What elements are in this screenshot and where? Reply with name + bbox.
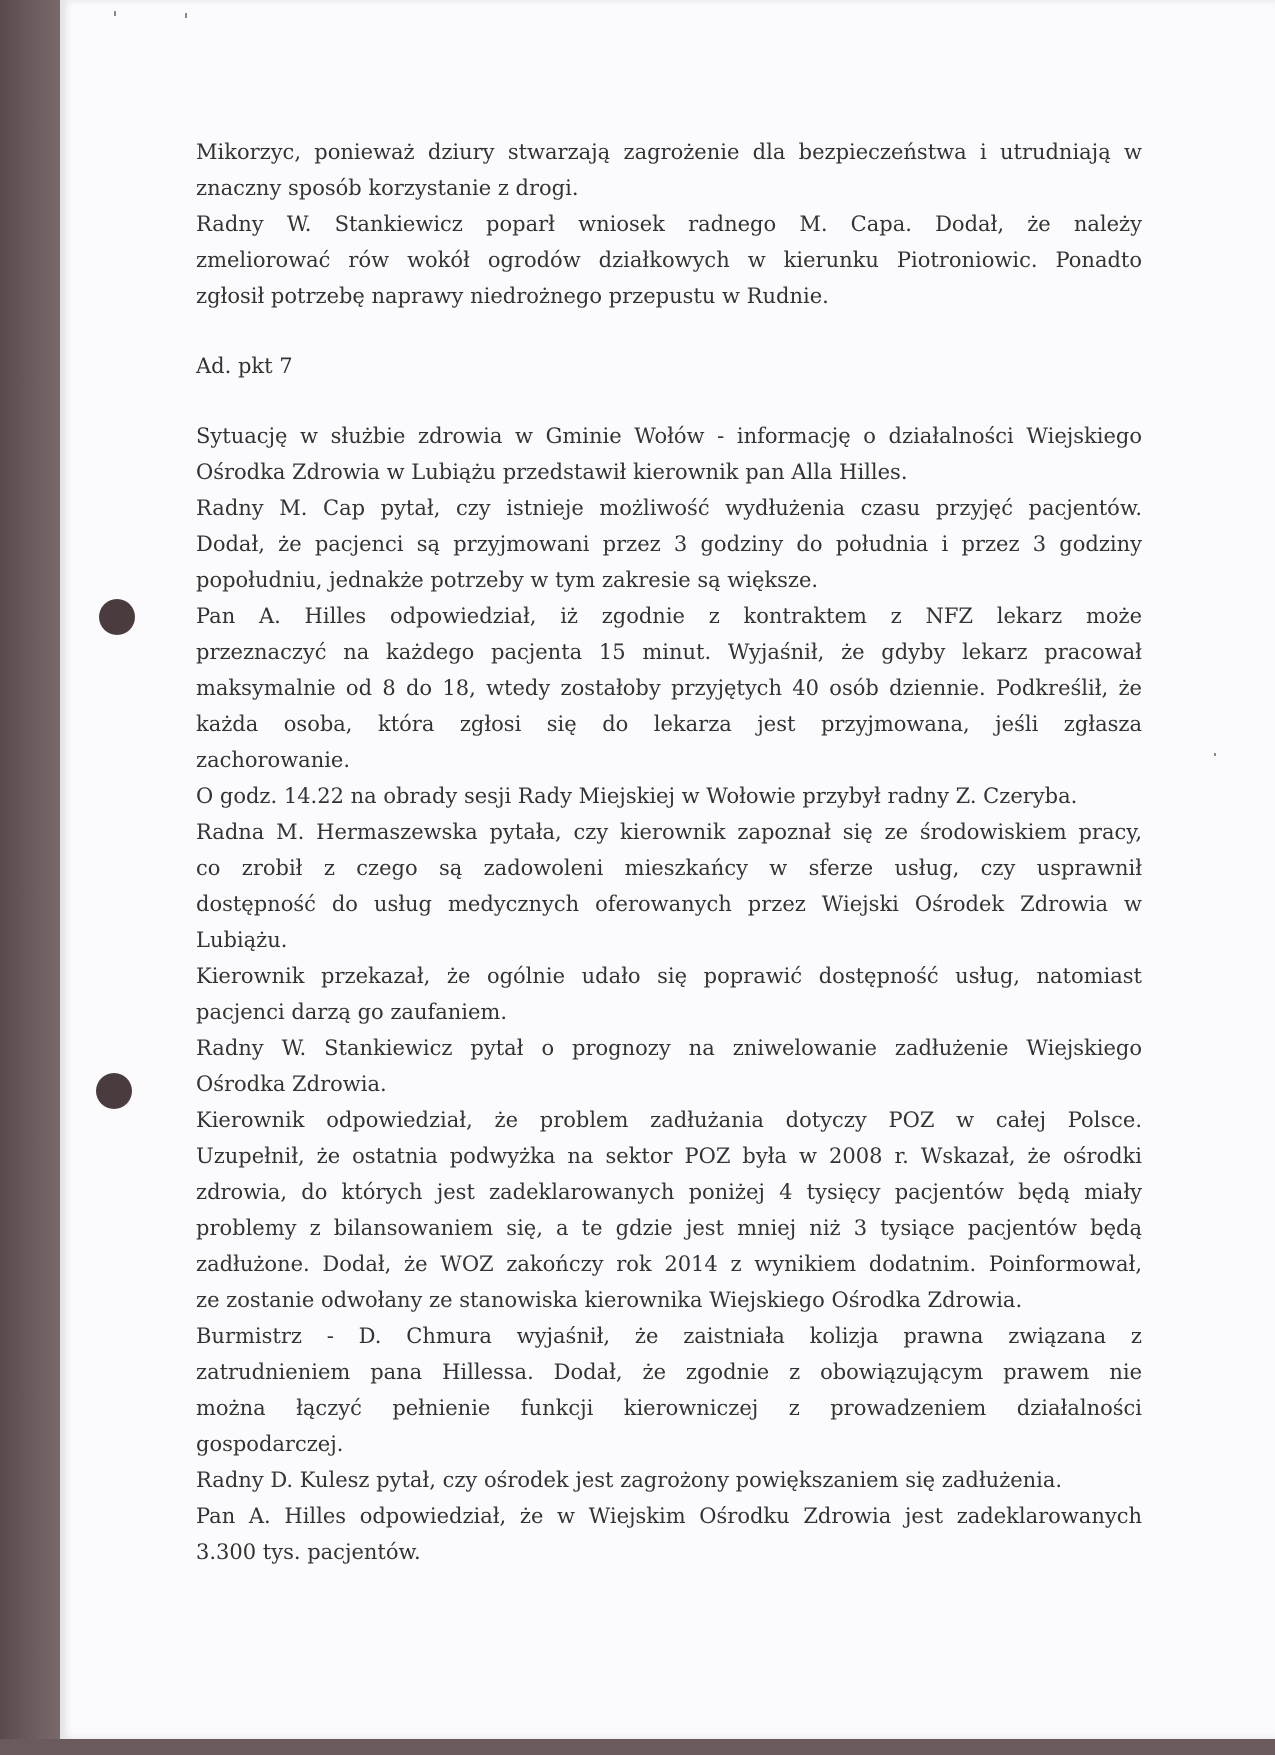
- scan-speck: [1214, 753, 1216, 756]
- text-line: Ośrodka Zdrowia w Lubiążu przedstawił kierownik pan Alla Hilles.: [196, 460, 908, 484]
- text-line: O godz. 14.22 na obrady sesji Rady Miejskiej w Wołowie przybył radny Z. Czeryba.: [196, 784, 1078, 808]
- text-line: co zrobił z czego są zadowoleni mieszkańcy w sferze usług, czy usprawnił: [196, 856, 1142, 880]
- text-line: ze zostanie odwołany ze stanowiska kierownika Wiejskiego Ośrodka Zdrowia.: [196, 1288, 1023, 1312]
- text-line: zatrudnieniem pana Hillessa. Dodał, że zgodnie z obowiązującym prawem nie: [196, 1360, 1142, 1384]
- scan-left-edge: [0, 0, 62, 1755]
- section-heading: Ad. pkt 7: [196, 354, 293, 378]
- paragraph-1: [196, 134, 1142, 314]
- text-line: zgłosił potrzebę naprawy niedrożnego przepustu w Rudnie.: [196, 284, 829, 308]
- text-line: maksymalnie od 8 do 18, wtedy zostałoby przyjętych 40 osób dziennie. Podkreślił, że: [196, 676, 1142, 700]
- text-line: zadłużone. Dodał, że WOZ zakończy rok 2014 z wynikiem dodatnim. Poinformował,: [196, 1252, 1142, 1276]
- text-line: Radny M. Cap pytał, czy istnieje możliwość wydłużenia czasu przyjęć pacjentów.: [196, 496, 1142, 520]
- scan-speck: [114, 11, 116, 16]
- text-line: zdrowia, do których jest zadeklarowanych poniżej 4 tysięcy pacjentów będą miały: [196, 1180, 1142, 1204]
- text-line: popołudniu, jednakże potrzeby w tym zakresie są większe.: [196, 568, 819, 592]
- text-line: Radny D. Kulesz pytał, czy ośrodek jest zagrożony powiększaniem się zadłużenia.: [196, 1468, 1063, 1492]
- text-line: 3.300 tys. pacjentów.: [196, 1540, 421, 1564]
- text-line: zachorowanie.: [196, 748, 351, 772]
- text-line: można łączyć pełnienie funkcji kierowniczej z prowadzeniem działalności: [196, 1396, 1142, 1420]
- text-line: Mikorzyc, ponieważ dziury stwarzają zagrożenie dla bezpieczeństwa i utrudniają w: [196, 140, 1142, 164]
- text-line: każda osoba, która zgłosi się do lekarza jest przyjmowana, jeśli zgłasza: [196, 712, 1142, 736]
- text-line: Sytuację w służbie zdrowia w Gminie Wołów - informację o działalności Wiejskiego: [196, 424, 1142, 448]
- text-line: Burmistrz - D. Chmura wyjaśnił, że zaistniała kolizja prawna związana z: [196, 1324, 1142, 1348]
- text-line: pacjenci darzą go zaufaniem.: [196, 1000, 508, 1024]
- scan-speck: [185, 13, 187, 18]
- text-line: Kierownik przekazał, że ogólnie udało się poprawić dostępność usług, natomiast: [196, 964, 1142, 988]
- text-line: Pan A. Hilles odpowiedział, iż zgodnie z kontraktem z NFZ lekarz może: [196, 604, 1142, 628]
- text-line: problemy z bilansowaniem się, a te gdzie jest mniej niż 3 tysiące pacjentów będą: [196, 1216, 1142, 1240]
- text-line: Dodał, że pacjenci są przyjmowani przez 3 godziny do południa i przez 3 godziny: [196, 532, 1142, 556]
- text-line: Uzupełnił, że ostatnia podwyżka na sektor POZ była w 2008 r. Wskazał, że ośrodki: [196, 1144, 1142, 1168]
- text-line: znaczny sposób korzystanie z drogi.: [196, 176, 579, 200]
- document-body: [196, 134, 1142, 1570]
- text-line: Radny W. Stankiewicz pytał o prognozy na zniwelowanie zadłużenie Wiejskiego: [196, 1036, 1142, 1060]
- text-line: gospodarczej.: [196, 1432, 344, 1456]
- text-line: Pan A. Hilles odpowiedział, że w Wiejskim Ośrodku Zdrowia jest zadeklarowanych: [196, 1504, 1142, 1528]
- text-line: Radna M. Hermaszewska pytała, czy kierownik zapoznał się ze środowiskiem pracy,: [196, 820, 1142, 844]
- text-line: Lubiążu.: [196, 928, 288, 952]
- text-line: zmeliorować rów wokół ogrodów działkowych w kierunku Piotroniowic. Ponadto: [196, 248, 1142, 272]
- paragraph-2: [196, 418, 1142, 1570]
- punch-hole: [96, 1073, 132, 1109]
- text-line: przeznaczyć na każdego pacjenta 15 minut. Wyjaśnił, że gdyby lekarz pracował: [196, 640, 1142, 664]
- punch-hole: [99, 599, 135, 635]
- text-line: Kierownik odpowiedział, że problem zadłużania dotyczy POZ w całej Polsce.: [196, 1108, 1142, 1132]
- text-line: dostępność do usług medycznych oferowanych przez Wiejski Ośrodek Zdrowia w: [196, 892, 1142, 916]
- text-line: Radny W. Stankiewicz poparł wniosek radnego M. Capa. Dodał, że należy: [196, 212, 1142, 236]
- text-line: Ośrodka Zdrowia.: [196, 1072, 387, 1096]
- scan-bottom-edge: [0, 1739, 1275, 1755]
